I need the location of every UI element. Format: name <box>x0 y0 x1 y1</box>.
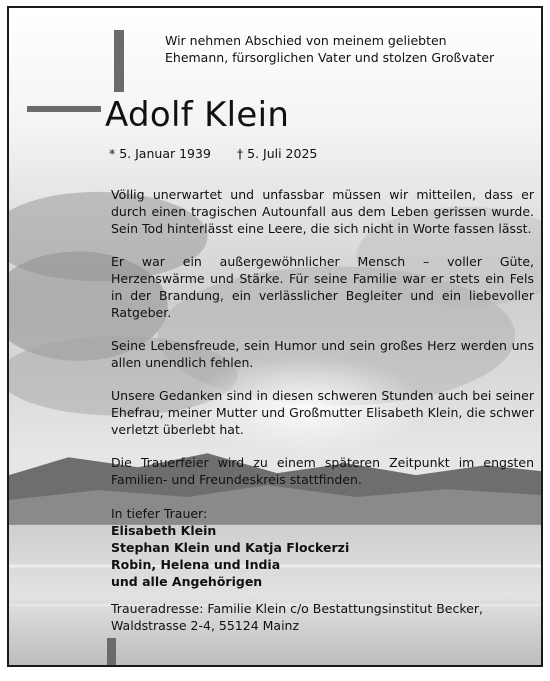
birth-date: * 5. Januar 1939 <box>109 146 211 161</box>
cross-bottom-bar <box>107 638 116 667</box>
obituary-notice <box>7 6 543 667</box>
life-dates <box>109 146 339 161</box>
paragraph: Die Trauerfeier wird zu einem späteren Zeitpunkt im engsten Familien- und Freundeskreis stattfinden. <box>111 455 534 487</box>
mourner-name: Stephan Klein und Katja Flockerzi <box>111 540 350 555</box>
mourner-name: Elisabeth Klein <box>111 523 217 538</box>
address-line-2: Waldstrasse 2-4, 55124 Mainz <box>111 618 300 633</box>
death-date: † 5. Juli 2025 <box>236 146 318 161</box>
intro-line-1: Wir nehmen Abschied von meinem geliebten <box>165 33 447 48</box>
deceased-name: Adolf Klein <box>105 95 290 135</box>
cross-horizontal-bar <box>27 106 101 112</box>
paragraph: Unsere Gedanken sind in diesen schweren Stunden auch bei seiner Ehefrau, meiner Mutter und Großmutter Elisabeth Klein, die schwer verletzt überlebt hat. <box>111 388 534 437</box>
mourners-list <box>111 505 349 590</box>
mourners-heading: In tiefer Trauer: <box>111 506 208 521</box>
paragraph: Völlig unerwartet und unfassbar müssen wir mitteilen, dass er durch einen tragischen Autounfall aus dem Leben gerissen wurde. Sein Tod hinterlässt eine Leere, die sich nicht in Worte fassen lässt. <box>111 187 534 236</box>
paragraph: Seine Lebensfreude, sein Humor und sein großes Herz werden uns allen unendlich fehlen. <box>111 338 534 370</box>
mourning-address <box>111 600 483 634</box>
mourner-name: Robin, Helena und India <box>111 557 281 572</box>
intro-line-2: Ehemann, fürsorglichen Vater und stolzen Großvater <box>165 50 495 65</box>
cross-vertical-bar <box>114 30 124 92</box>
intro-text <box>165 32 525 66</box>
notice-body <box>111 186 534 504</box>
paragraph: Er war ein außergewöhnlicher Mensch – voller Güte, Herzenswärme und Stärke. Für seine Familie war er stets ein Fels in der Brandung, ein verlässlicher Begleiter und ein liebevoller Ratgeber. <box>111 254 534 320</box>
address-line-1: Traueradresse: Familie Klein c/o Bestattungsinstitut Becker, <box>111 601 483 616</box>
mourner-name: und alle Angehörigen <box>111 574 263 589</box>
